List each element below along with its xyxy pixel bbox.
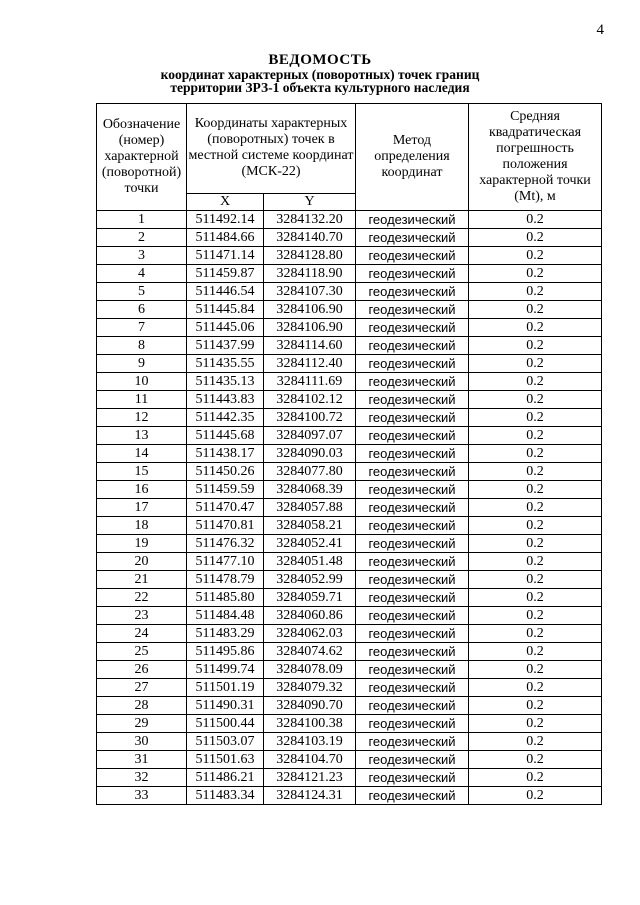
table-row [97, 355, 602, 373]
x-coordinate-cell: 511501.19 [187, 679, 264, 697]
point-number-cell: 25 [97, 643, 187, 661]
table-row [97, 553, 602, 571]
method-cell: геодезический [356, 517, 469, 535]
x-coordinate-cell: 511443.83 [187, 391, 264, 409]
method-cell: геодезический [356, 643, 469, 661]
subtitle-line-1: координат характерных (поворотных) точек границ [160, 67, 480, 82]
error-cell: 0.2 [469, 283, 602, 301]
table-row [97, 445, 602, 463]
table-row [97, 427, 602, 445]
point-number-cell: 33 [97, 787, 187, 805]
x-coordinate-cell: 511442.35 [187, 409, 264, 427]
table-row [97, 391, 602, 409]
method-cell: геодезический [356, 373, 469, 391]
point-number-cell: 5 [97, 283, 187, 301]
page-number: 4 [596, 22, 604, 38]
x-coordinate-cell: 511459.87 [187, 265, 264, 283]
method-cell: геодезический [356, 607, 469, 625]
method-cell: геодезический [356, 355, 469, 373]
y-coordinate-cell: 3284068.39 [264, 481, 356, 499]
x-coordinate-cell: 511499.74 [187, 661, 264, 679]
point-number-cell: 13 [97, 427, 187, 445]
x-coordinate-cell: 511495.86 [187, 643, 264, 661]
y-coordinate-cell: 3284124.31 [264, 787, 356, 805]
error-cell: 0.2 [469, 679, 602, 697]
table-row [97, 409, 602, 427]
y-coordinate-cell: 3284062.03 [264, 625, 356, 643]
y-coordinate-cell: 3284140.70 [264, 229, 356, 247]
table-row [97, 751, 602, 769]
x-coordinate-cell: 511490.31 [187, 697, 264, 715]
method-cell: геодезический [356, 499, 469, 517]
point-number-cell: 26 [97, 661, 187, 679]
y-coordinate-cell: 3284111.69 [264, 373, 356, 391]
error-cell: 0.2 [469, 355, 602, 373]
y-coordinate-cell: 3284058.21 [264, 517, 356, 535]
point-number-cell: 14 [97, 445, 187, 463]
point-number-cell: 31 [97, 751, 187, 769]
point-number-cell: 7 [97, 319, 187, 337]
table-row [97, 661, 602, 679]
x-coordinate-cell: 511471.14 [187, 247, 264, 265]
error-cell: 0.2 [469, 391, 602, 409]
table-row [97, 301, 602, 319]
error-cell: 0.2 [469, 211, 602, 229]
y-coordinate-cell: 3284077.80 [264, 463, 356, 481]
x-coordinate-cell: 511437.99 [187, 337, 264, 355]
point-number-cell: 15 [97, 463, 187, 481]
y-coordinate-cell: 3284112.40 [264, 355, 356, 373]
method-cell: геодезический [356, 283, 469, 301]
table-row [97, 697, 602, 715]
x-coordinate-cell: 511501.63 [187, 751, 264, 769]
point-number-cell: 6 [97, 301, 187, 319]
table-row [97, 211, 602, 229]
error-cell: 0.2 [469, 373, 602, 391]
x-coordinate-cell: 511476.32 [187, 535, 264, 553]
y-coordinate-cell: 3284079.32 [264, 679, 356, 697]
method-cell: геодезический [356, 571, 469, 589]
y-coordinate-cell: 3284100.72 [264, 409, 356, 427]
y-coordinate-cell: 3284121.23 [264, 769, 356, 787]
x-coordinate-cell: 511484.66 [187, 229, 264, 247]
point-number-cell: 21 [97, 571, 187, 589]
table-row [97, 625, 602, 643]
error-cell: 0.2 [469, 535, 602, 553]
subtitle-line-2: территории ЗРЗ-1 объекта культурного наследия [170, 80, 470, 95]
method-cell: геодезический [356, 733, 469, 751]
table-row [97, 481, 602, 499]
point-number-cell: 3 [97, 247, 187, 265]
header-x: X [187, 193, 264, 210]
error-cell: 0.2 [469, 463, 602, 481]
table-header [97, 104, 602, 211]
y-coordinate-cell: 3284104.70 [264, 751, 356, 769]
table-row [97, 571, 602, 589]
method-cell: геодезический [356, 769, 469, 787]
error-cell: 0.2 [469, 787, 602, 805]
y-coordinate-cell: 3284090.03 [264, 445, 356, 463]
header-method: Метод определения координат [356, 104, 469, 211]
point-number-cell: 19 [97, 535, 187, 553]
point-number-cell: 32 [97, 769, 187, 787]
error-cell: 0.2 [469, 265, 602, 283]
method-cell: геодезический [356, 265, 469, 283]
y-coordinate-cell: 3284100.38 [264, 715, 356, 733]
method-cell: геодезический [356, 625, 469, 643]
method-cell: геодезический [356, 661, 469, 679]
point-number-cell: 24 [97, 625, 187, 643]
y-coordinate-cell: 3284118.90 [264, 265, 356, 283]
x-coordinate-cell: 511445.06 [187, 319, 264, 337]
header-y: Y [264, 193, 356, 210]
method-cell: геодезический [356, 211, 469, 229]
error-cell: 0.2 [469, 643, 602, 661]
error-cell: 0.2 [469, 661, 602, 679]
method-cell: геодезический [356, 535, 469, 553]
table-body [97, 211, 602, 805]
error-cell: 0.2 [469, 247, 602, 265]
point-number-cell: 27 [97, 679, 187, 697]
x-coordinate-cell: 511435.55 [187, 355, 264, 373]
table-row [97, 769, 602, 787]
point-number-cell: 9 [97, 355, 187, 373]
error-cell: 0.2 [469, 319, 602, 337]
coordinates-table [96, 103, 602, 805]
error-cell: 0.2 [469, 751, 602, 769]
method-cell: геодезический [356, 445, 469, 463]
x-coordinate-cell: 511445.84 [187, 301, 264, 319]
table-row [97, 373, 602, 391]
error-cell: 0.2 [469, 499, 602, 517]
header-error: Средняя квадратическая погрешность положения характерной точки (Mt), м [469, 104, 602, 211]
y-coordinate-cell: 3284106.90 [264, 301, 356, 319]
method-cell: геодезический [356, 229, 469, 247]
y-coordinate-cell: 3284052.99 [264, 571, 356, 589]
x-coordinate-cell: 511470.81 [187, 517, 264, 535]
y-coordinate-cell: 3284107.30 [264, 283, 356, 301]
method-cell: геодезический [356, 337, 469, 355]
x-coordinate-cell: 511492.14 [187, 211, 264, 229]
method-cell: геодезический [356, 301, 469, 319]
point-number-cell: 29 [97, 715, 187, 733]
x-coordinate-cell: 511470.47 [187, 499, 264, 517]
method-cell: геодезический [356, 679, 469, 697]
x-coordinate-cell: 511483.34 [187, 787, 264, 805]
method-cell: геодезический [356, 247, 469, 265]
table-row [97, 787, 602, 805]
point-number-cell: 30 [97, 733, 187, 751]
header-coordinates: Координаты характерных (поворотных) точек в местной системе координат (МСК-22) [187, 104, 356, 194]
method-cell: геодезический [356, 463, 469, 481]
error-cell: 0.2 [469, 625, 602, 643]
table-row [97, 499, 602, 517]
error-cell: 0.2 [469, 229, 602, 247]
error-cell: 0.2 [469, 715, 602, 733]
error-cell: 0.2 [469, 553, 602, 571]
error-cell: 0.2 [469, 733, 602, 751]
document-subtitle [0, 68, 640, 94]
x-coordinate-cell: 511450.26 [187, 463, 264, 481]
error-cell: 0.2 [469, 445, 602, 463]
y-coordinate-cell: 3284051.48 [264, 553, 356, 571]
table-row [97, 733, 602, 751]
point-number-cell: 11 [97, 391, 187, 409]
x-coordinate-cell: 511477.10 [187, 553, 264, 571]
x-coordinate-cell: 511484.48 [187, 607, 264, 625]
x-coordinate-cell: 511485.80 [187, 589, 264, 607]
x-coordinate-cell: 511459.59 [187, 481, 264, 499]
y-coordinate-cell: 3284052.41 [264, 535, 356, 553]
error-cell: 0.2 [469, 481, 602, 499]
method-cell: геодезический [356, 319, 469, 337]
table-row [97, 229, 602, 247]
point-number-cell: 4 [97, 265, 187, 283]
method-cell: геодезический [356, 751, 469, 769]
method-cell: геодезический [356, 481, 469, 499]
x-coordinate-cell: 511478.79 [187, 571, 264, 589]
point-number-cell: 23 [97, 607, 187, 625]
error-cell: 0.2 [469, 769, 602, 787]
error-cell: 0.2 [469, 697, 602, 715]
table-row [97, 247, 602, 265]
point-number-cell: 1 [97, 211, 187, 229]
x-coordinate-cell: 511445.68 [187, 427, 264, 445]
error-cell: 0.2 [469, 589, 602, 607]
method-cell: геодезический [356, 391, 469, 409]
y-coordinate-cell: 3284114.60 [264, 337, 356, 355]
y-coordinate-cell: 3284128.80 [264, 247, 356, 265]
method-cell: геодезический [356, 697, 469, 715]
table-row [97, 319, 602, 337]
header-designation: Обозначение (номер) характерной (поворотной) точки [97, 104, 187, 211]
table-row [97, 715, 602, 733]
table-row [97, 589, 602, 607]
error-cell: 0.2 [469, 607, 602, 625]
error-cell: 0.2 [469, 409, 602, 427]
point-number-cell: 17 [97, 499, 187, 517]
point-number-cell: 22 [97, 589, 187, 607]
method-cell: геодезический [356, 409, 469, 427]
point-number-cell: 20 [97, 553, 187, 571]
table-row [97, 643, 602, 661]
y-coordinate-cell: 3284057.88 [264, 499, 356, 517]
error-cell: 0.2 [469, 517, 602, 535]
table-row [97, 679, 602, 697]
x-coordinate-cell: 511446.54 [187, 283, 264, 301]
y-coordinate-cell: 3284060.86 [264, 607, 356, 625]
x-coordinate-cell: 511438.17 [187, 445, 264, 463]
error-cell: 0.2 [469, 301, 602, 319]
table-row [97, 283, 602, 301]
x-coordinate-cell: 511503.07 [187, 733, 264, 751]
document-title: ВЕДОМОСТЬ [268, 52, 372, 68]
x-coordinate-cell: 511483.29 [187, 625, 264, 643]
table-row [97, 535, 602, 553]
y-coordinate-cell: 3284132.20 [264, 211, 356, 229]
method-cell: геодезический [356, 787, 469, 805]
method-cell: геодезический [356, 715, 469, 733]
x-coordinate-cell: 511435.13 [187, 373, 264, 391]
method-cell: геодезический [356, 589, 469, 607]
y-coordinate-cell: 3284074.62 [264, 643, 356, 661]
y-coordinate-cell: 3284059.71 [264, 589, 356, 607]
table-row [97, 607, 602, 625]
y-coordinate-cell: 3284103.19 [264, 733, 356, 751]
y-coordinate-cell: 3284102.12 [264, 391, 356, 409]
table-row [97, 337, 602, 355]
error-cell: 0.2 [469, 427, 602, 445]
x-coordinate-cell: 511486.21 [187, 769, 264, 787]
y-coordinate-cell: 3284078.09 [264, 661, 356, 679]
error-cell: 0.2 [469, 571, 602, 589]
point-number-cell: 10 [97, 373, 187, 391]
table-row [97, 463, 602, 481]
point-number-cell: 16 [97, 481, 187, 499]
y-coordinate-cell: 3284097.07 [264, 427, 356, 445]
table-row [97, 265, 602, 283]
y-coordinate-cell: 3284090.70 [264, 697, 356, 715]
method-cell: геодезический [356, 427, 469, 445]
point-number-cell: 28 [97, 697, 187, 715]
method-cell: геодезический [356, 553, 469, 571]
y-coordinate-cell: 3284106.90 [264, 319, 356, 337]
point-number-cell: 8 [97, 337, 187, 355]
point-number-cell: 12 [97, 409, 187, 427]
table-row [97, 517, 602, 535]
x-coordinate-cell: 511500.44 [187, 715, 264, 733]
point-number-cell: 18 [97, 517, 187, 535]
point-number-cell: 2 [97, 229, 187, 247]
error-cell: 0.2 [469, 337, 602, 355]
